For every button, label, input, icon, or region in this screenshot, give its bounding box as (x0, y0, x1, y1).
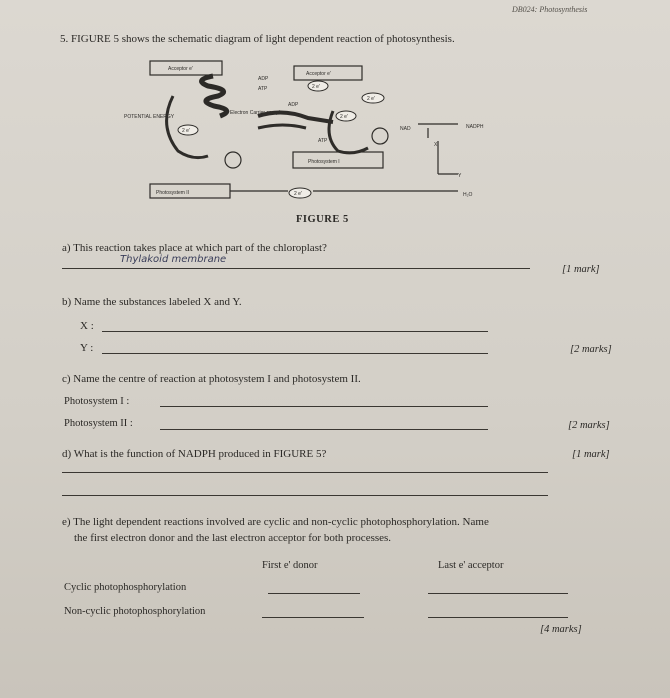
label-acceptor-right: Acceptor e' (306, 71, 331, 77)
answer-a-handwritten: Thylakoid membrane (120, 254, 227, 265)
label-2e-a: 2 e' (312, 84, 320, 90)
row-noncyclic: Non-cyclic photophosphorylation (64, 606, 206, 617)
answer-line-a (62, 268, 530, 269)
label-x-field: X : (80, 320, 94, 332)
label-x: X (434, 142, 438, 148)
label-photosystem-2: Photosystem II (156, 190, 190, 196)
answer-line-d-1 (62, 472, 548, 473)
answer-noncyclic-donor (262, 617, 364, 618)
ps1-circle (372, 128, 388, 144)
question-d: d) What is the function of NADPH produced in FIGURE 5? (62, 448, 327, 460)
column-last-acceptor: Last e' acceptor (438, 560, 504, 571)
question-a: a) This reaction takes place at which part of the chloroplast? (62, 242, 327, 254)
electron-chain-left (202, 76, 227, 116)
ps2-circle (225, 152, 241, 168)
label-2e-d: 2 e' (182, 128, 190, 134)
marks-e: [4 marks] (540, 624, 582, 635)
label-nadph: NADPH (466, 124, 484, 130)
answer-line-y (102, 353, 488, 354)
answer-line-d-2 (62, 495, 548, 496)
marks-a: [1 mark] (562, 264, 600, 275)
label-electron-carrier: Electron Carrier complex (230, 110, 286, 116)
question-c: c) Name the centre of reaction at photosystem I and photosystem II. (62, 373, 361, 385)
label-acceptor-left: Acceptor e' (168, 66, 193, 72)
label-y-field: Y : (80, 342, 94, 354)
label-atp-2: ATP (318, 138, 328, 144)
answer-cyclic-acceptor (428, 593, 568, 594)
label-photosystem-1: Photosystem I (308, 159, 340, 165)
answer-line-ps2 (160, 429, 488, 430)
label-2e-c: 2 e' (340, 114, 348, 120)
question-5-intro: 5. FIGURE 5 shows the schematic diagram of light dependent reaction of photosynthesis. (60, 33, 455, 45)
question-b: b) Name the substances labeled X and Y. (62, 296, 242, 308)
row-cyclic: Cyclic photophosphorylation (64, 582, 187, 593)
label-2e-b: 2 e' (367, 96, 375, 102)
answer-noncyclic-acceptor (428, 617, 568, 618)
label-photosystem-1-field: Photosystem I : (64, 396, 130, 407)
answer-line-ps1 (160, 406, 488, 407)
label-y: Y (458, 173, 462, 179)
answer-line-x (102, 331, 488, 332)
column-first-donor: First e' donor (262, 560, 318, 571)
label-2e-e: 2 e' (294, 191, 302, 197)
marks-b: [2 marks] (570, 344, 612, 355)
figure-caption: FIGURE 5 (296, 214, 349, 225)
label-nad: NAD (400, 126, 411, 132)
label-potential-energy: POTENTIAL ENERGY (124, 114, 175, 120)
label-h2o: H₂O (463, 192, 473, 198)
label-adp: ADP (258, 76, 269, 82)
light-reaction-diagram (118, 56, 498, 206)
label-photosystem-2-field: Photosystem II : (64, 418, 133, 429)
question-e-line-2: the first electron donor and the last electron acceptor for both processes. (74, 532, 392, 544)
marks-d: [1 mark] (572, 449, 610, 460)
question-e-line-1: e) The light dependent reactions involved are cyclic and non-cyclic photophosphorylation. Name (62, 516, 489, 528)
answer-cyclic-donor (268, 593, 360, 594)
marks-c: [2 marks] (568, 420, 610, 431)
label-adp-2: ADP (288, 102, 299, 108)
course-code: DB024: Photosynthesis (512, 5, 588, 14)
label-atp: ATP (258, 86, 268, 92)
